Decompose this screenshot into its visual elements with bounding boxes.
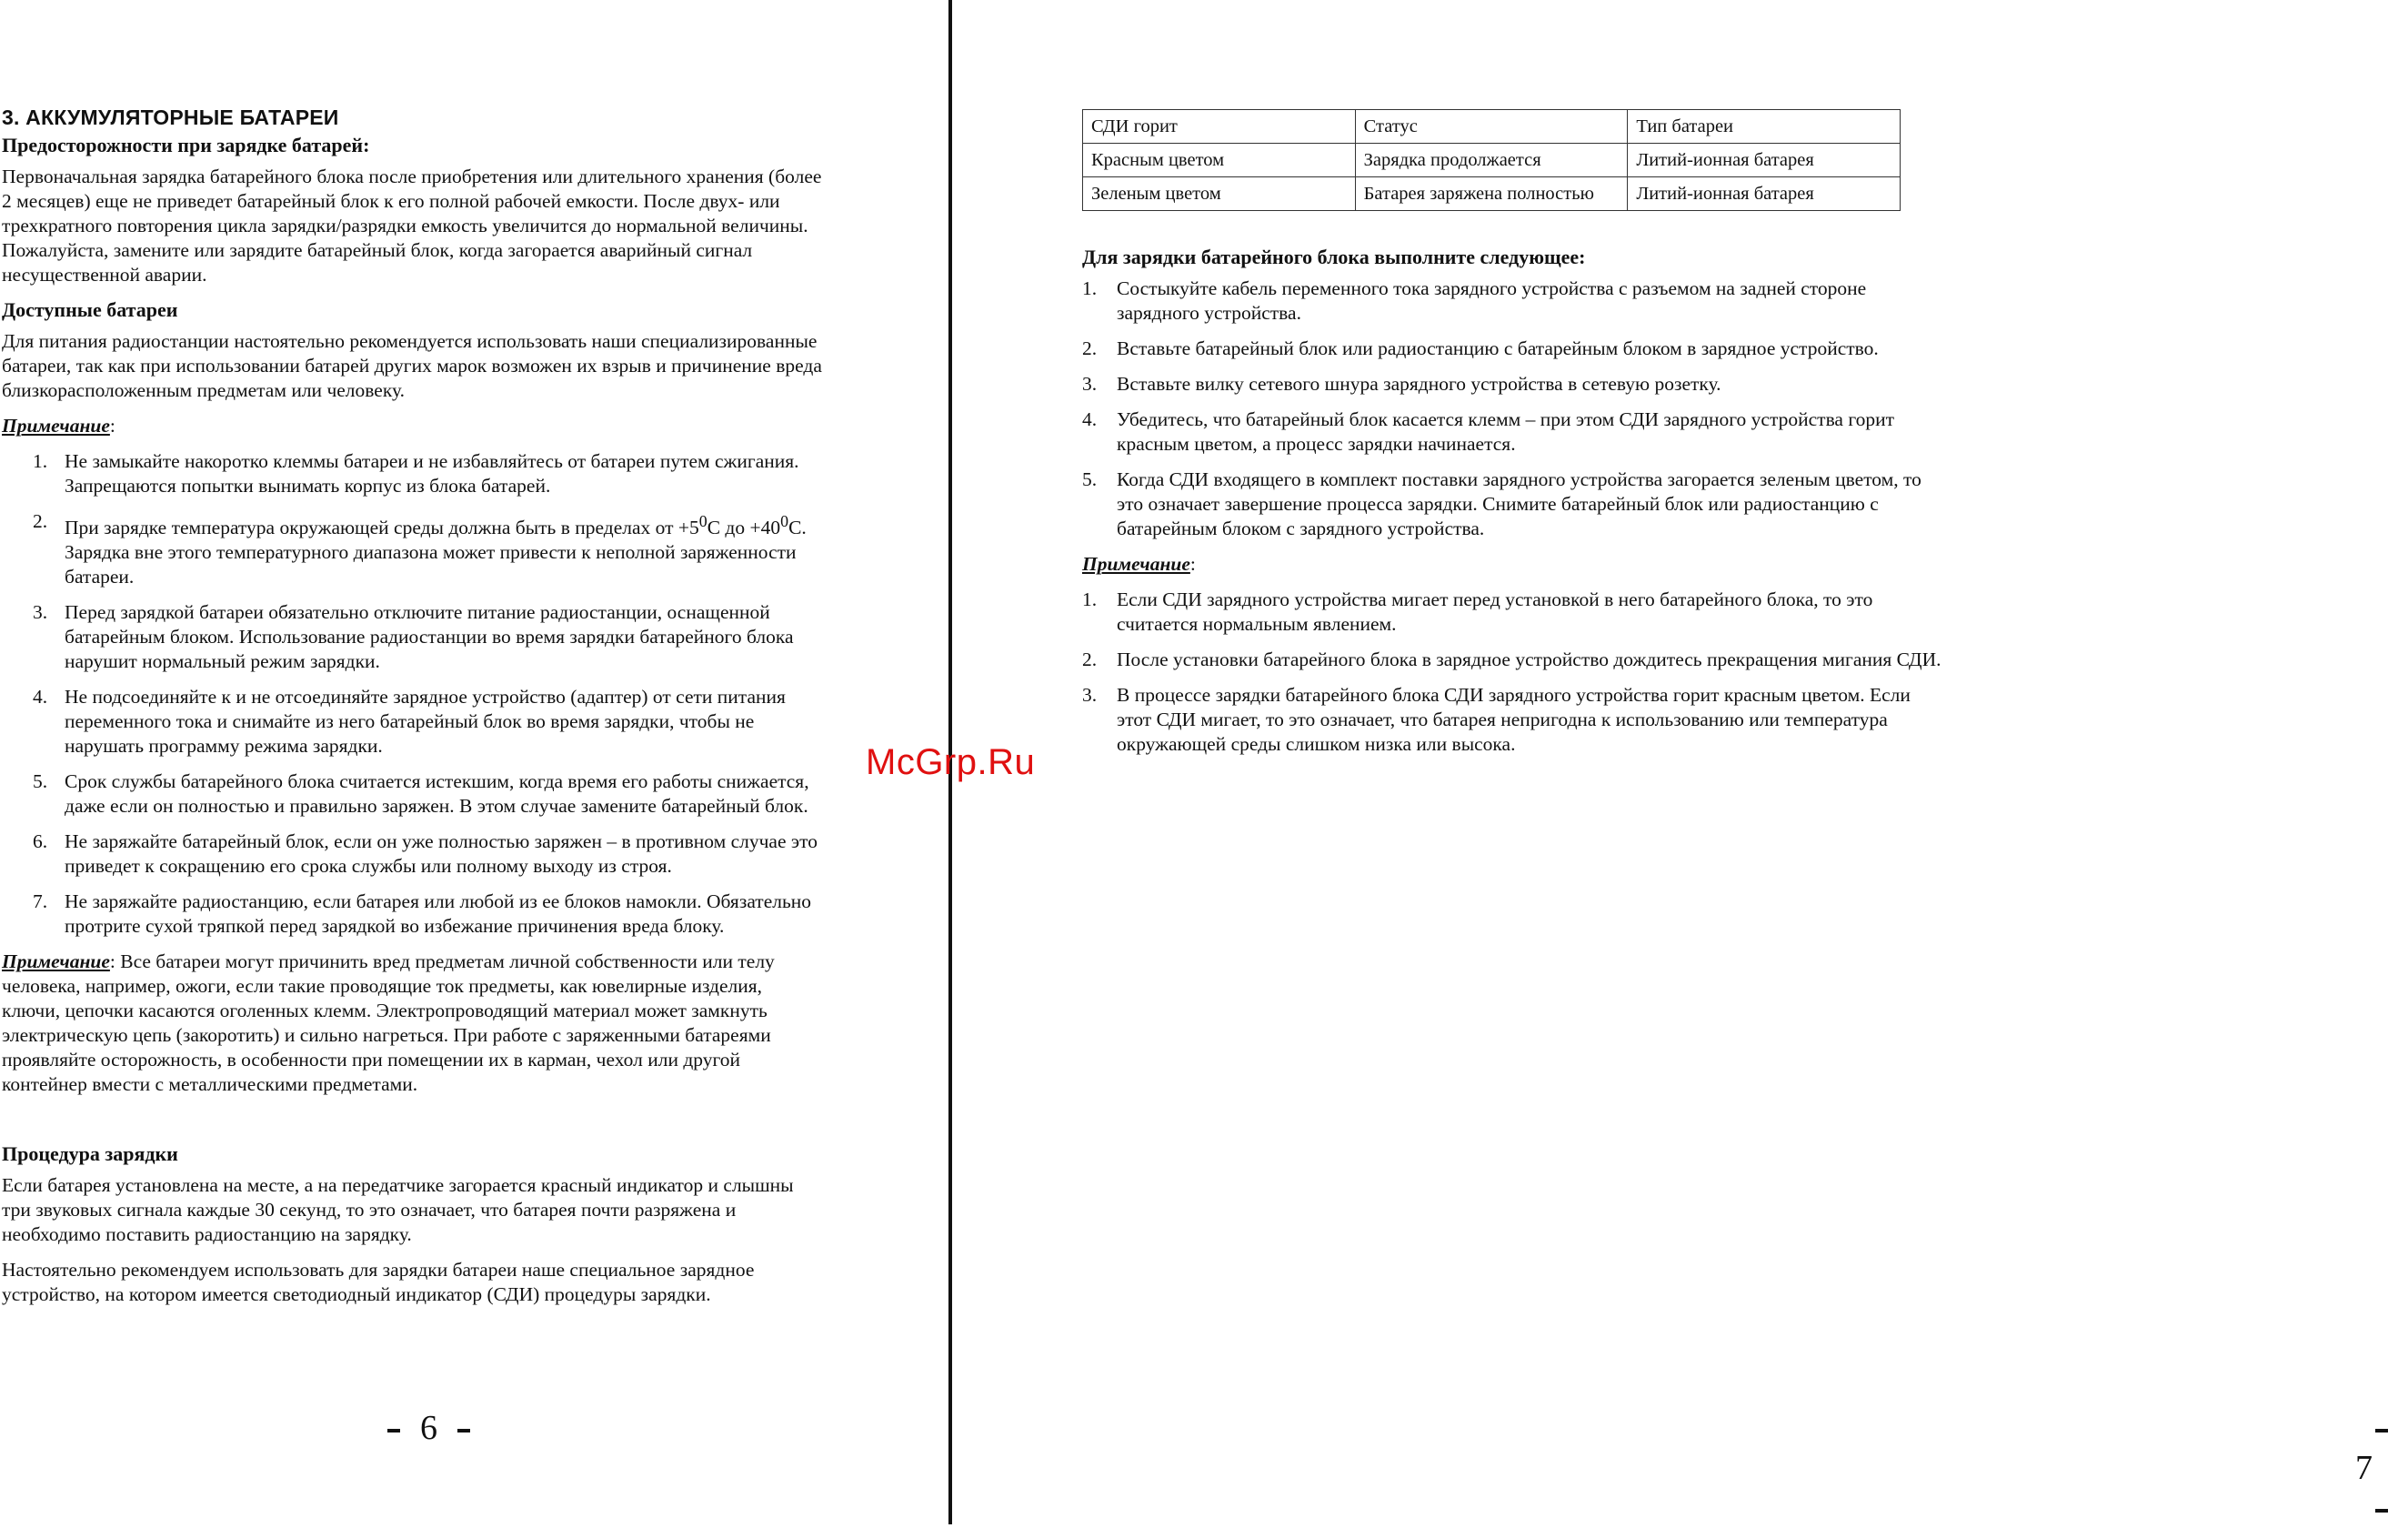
note-colon: :: [109, 415, 115, 437]
list-number: 4.: [1082, 408, 1098, 430]
note-heading: [2, 414, 825, 438]
table-cell: Литий-ионная батарея: [1628, 177, 1901, 211]
list-item: [1082, 407, 1946, 457]
table-cell: Батарея заряжена полностью: [1355, 177, 1628, 211]
list-item: [1082, 276, 1946, 326]
list-number: 1.: [1082, 588, 1098, 610]
page-number: [2355, 1408, 2408, 1528]
list-item: [2, 685, 825, 759]
watermark: McGrp.Ru: [866, 742, 1036, 782]
list-item: [1082, 588, 1946, 637]
list-item-text: Не заряжайте батарейный блок, если он уже полностью заряжен – в противном случае это приведет к сокращению его срока службы или полному выходу из строя.: [65, 830, 818, 878]
table-row: [1083, 144, 1901, 177]
precautions-paragraph: Первоначальная зарядка батарейного блока после приобретения или длительного хранения (более 2 месяцев) еще не приведет батарейный блок к его полной рабочей емкости. После двух- или трехкратного повторения цикла зарядки/разрядки емкость увеличится до нормальной величины. Пожалуйста, замените или зарядите батарейный блок, когда загорается аварийный сигнал несущественной аварии.: [2, 166, 822, 286]
degree-superscript: 0: [698, 512, 707, 530]
list-item-text: Не замыкайте накоротко клеммы батареи и не избавляйтесь от батареи путем сжигания. Запрещаются попытки вынимать корпус из блока батарей.: [65, 450, 799, 497]
list-number: 4.: [33, 686, 48, 709]
page-number-text: 6: [420, 1409, 437, 1447]
list-item: [2, 769, 825, 819]
table-row: [1083, 110, 1901, 144]
list-number: 3.: [1082, 684, 1098, 706]
list-item-text: Состыкуйте кабель переменного тока зарядного устройства с разъемом на задней стороне зарядного устройства.: [1117, 277, 1867, 324]
list-item-text: Если СДИ зарядного устройства мигает перед установкой в него батарейного блока, то это считается нормальным явлением.: [1117, 588, 1873, 635]
list-item-text: При зарядке температура окружающей среды должна быть в пределах от +5: [65, 517, 699, 539]
list-item: [1082, 337, 1946, 361]
list-number: 2.: [33, 510, 48, 532]
table-row: [1083, 177, 1901, 211]
list-number: 2.: [1082, 648, 1098, 670]
list-item-text: Вставьте батарейный блок или радиостанцию с батарейным блоком в зарядное устройство.: [1117, 337, 1879, 359]
note-label: Примечание: [1082, 553, 1190, 575]
available-batteries-heading: Доступные батареи: [2, 298, 178, 321]
left-page: [0, 0, 950, 1524]
list-item: [1082, 648, 1946, 672]
left-page-content: [2, 106, 825, 1318]
list-item-text: Не заряжайте радиостанцию, если батарея или любой из ее блоков намокли. Обязательно протрите сухой тряпкой перед зарядкой во избежание причинения вреда блоку.: [65, 890, 812, 938]
list-item: [1082, 372, 1946, 397]
list-item-text: Не подсоединяйте к и не отсоединяйте зарядное устройство (адаптер) от сети питания переменного тока и снимайте из него батарейный блок во время зарядки, чтобы не нарушать программу режима зарядки.: [65, 686, 786, 758]
procedure-paragraph: Настоятельно рекомендуем использовать для зарядки батареи наше специальное зарядное устройство, на котором имеется светодиодный индикатор (СДИ) процедуры зарядки.: [2, 1259, 755, 1306]
list-number: 3.: [1082, 373, 1098, 395]
degree-superscript: 0: [780, 512, 789, 530]
note-colon: :: [1189, 553, 1196, 575]
list-item-text: С до +40: [707, 517, 781, 539]
available-batteries-paragraph: Для питания радиостанции настоятельно рекомендуется использовать наши специализированные батареи, так как при использовании батарей других марок возможен их взрыв и причинение вреда близкорасположенным предметам или человеку.: [2, 330, 822, 401]
note-label: Примечание: [2, 950, 110, 973]
list-number: 3.: [33, 601, 48, 624]
led-status-table: [1082, 109, 1901, 211]
list-item: [2, 509, 825, 589]
list-item-text: Вставьте вилку сетевого шнура зарядного устройства в сетевую розетку.: [1117, 373, 1721, 395]
right-page-content: [1082, 109, 1946, 768]
list-item-text: После установки батарейного блока в зарядное устройство дождитесь прекращения мигания СДИ.: [1117, 648, 1941, 670]
section-title: 3. АККУМУЛЯТОРНЫЕ БАТАРЕИ: [2, 106, 339, 129]
list-item-text: В процессе зарядки батарейного блока СДИ зарядного устройства горит красным цветом. Если этот СДИ мигает, то это означает, что батарея непригодна к использованию или температура окружающей среды слишком низка или высока.: [1117, 684, 1911, 755]
list-number: 5.: [1082, 468, 1098, 490]
list-number: 2.: [1082, 337, 1098, 359]
notes-list: [1082, 588, 1946, 757]
list-number: 6.: [33, 830, 48, 853]
list-number: 1.: [33, 450, 48, 472]
list-item: [2, 829, 825, 879]
list-item-text: Перед зарядкой батареи обязательно отключите питание радиостанции, оснащенной батарейным блоком. Использование радиостанции во время зарядки батарейного блока нарушит нормальный режим зарядки.: [65, 601, 794, 673]
table-cell: Статус: [1355, 110, 1628, 144]
precautions-heading: Предосторожности при зарядке батарей:: [2, 134, 370, 156]
table-cell: Тип батареи: [1628, 110, 1901, 144]
table-cell: Зарядка продолжается: [1355, 144, 1628, 177]
right-page: [954, 0, 2373, 1524]
list-number: 1.: [1082, 277, 1098, 299]
charging-steps-heading: Для зарядки батарейного блока выполните следующее:: [1082, 246, 1586, 268]
list-item-text: Когда СДИ входящего в комплект поставки зарядного устройства загорается зеленым цветом, то это означает завершение процесса зарядки. Снимите батарейный блок или радиостанцию с батарейным блоком с зарядного устройства.: [1117, 468, 1921, 539]
table-cell: СДИ горит: [1083, 110, 1356, 144]
list-number: 7.: [33, 890, 48, 913]
list-item: [2, 600, 825, 674]
precautions-list: [2, 449, 825, 939]
procedure-heading: Процедура зарядки: [2, 1142, 178, 1166]
list-item-text: Срок службы батарейного блока считается истекшим, когда время его работы снижается, даже если он полностью и правильно заряжен. В этом случае замените батарейный блок.: [65, 770, 809, 818]
list-item: [2, 449, 825, 498]
procedure-paragraph: Если батарея установлена на месте, а на передатчике загорается красный индикатор и слышны три звуковых сигнала каждые 30 секунд, то это означает, что батарея почти разряжена и необходимо поставить радиостанцию на зарядку.: [2, 1174, 794, 1246]
list-item: [1082, 683, 1946, 757]
list-number: 5.: [33, 770, 48, 793]
list-item-text: Убедитесь, что батарейный блок касается клемм – при этом СДИ зарядного устройства горит красным цветом, а процесс зарядки начинается.: [1117, 408, 1895, 455]
table-cell: Красным цветом: [1083, 144, 1356, 177]
list-item-text: С. Зарядка вне этого температурного диапазона может привести к неполной заряженности батареи.: [65, 517, 807, 588]
note-paragraph: [2, 950, 825, 1097]
charging-steps-list: [1082, 276, 1946, 541]
note-label: Примечание: [2, 415, 110, 437]
list-item: [1082, 467, 1946, 541]
note-body: : Все батареи могут причинить вред предметам личной собственности или телу человека, например, ожоги, если такие проводящие ток предметы, как ювелирные изделия, ключи, цепочки касаются оголенных клемм. Электропроводящий материал может замкнуть электрическую цепь (закоротить) и сильно нагреться. При работе с заряженными батареями проявляйте осторожность, в особенности при помещении их в карман, чехол или другой контейнер вмести с металлическими предметами.: [2, 950, 775, 1096]
table-cell: Литий-ионная батарея: [1628, 144, 1901, 177]
page-number-text: 7: [2355, 1449, 2373, 1487]
table-cell: Зеленым цветом: [1083, 177, 1356, 211]
page-number: [367, 1408, 490, 1448]
list-item: [2, 890, 825, 939]
note-heading: [1082, 552, 1946, 577]
